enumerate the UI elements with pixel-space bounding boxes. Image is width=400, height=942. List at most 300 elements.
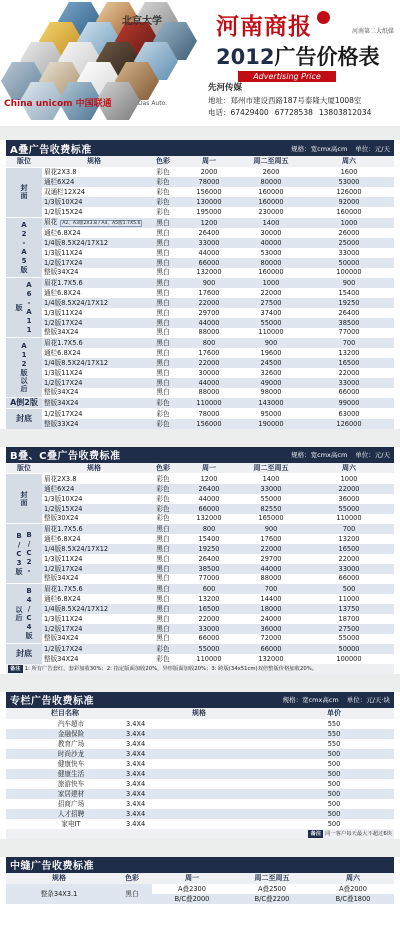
table-row: [6, 819, 394, 829]
price-cell: 100000: [336, 268, 362, 277]
table-row: [6, 749, 394, 759]
table-row: [6, 358, 394, 368]
column-header: 周二至周五: [232, 873, 312, 884]
spec-cell: 1/4版8.5X24/17X12: [42, 238, 146, 248]
color-cell: 黑白: [146, 318, 180, 328]
section-title: A叠广告收费标准: [10, 144, 92, 156]
brand-block: [216, 8, 396, 82]
price-cell: 230000: [258, 207, 284, 216]
price-cell: 126000: [336, 188, 362, 196]
spec-cell: 3.4X4: [124, 749, 274, 759]
spec-cell: 整版33X24: [42, 419, 146, 429]
table-row: [6, 278, 394, 288]
divider-band: [0, 126, 400, 140]
color-cell: 彩色: [156, 494, 170, 503]
spec-cell: 1/2版17X24: [42, 258, 146, 268]
price-cell: 22000: [304, 484, 394, 494]
color-cell: 黑白: [156, 594, 170, 603]
spec-cell: 1/3版11X24: [44, 368, 83, 377]
spec-cell: 1/2版17X24: [42, 318, 146, 328]
spec-cell: 整版34X24: [44, 268, 79, 277]
table-row: [6, 624, 394, 634]
spec-cell: 通栏6X24: [42, 177, 146, 187]
price-cell: 24000: [260, 614, 282, 623]
spec-cell: 1/3版10X24: [42, 197, 146, 207]
table-row: [6, 409, 394, 419]
column-header: 周一: [180, 463, 238, 474]
table-row: [6, 524, 394, 534]
price-cell: 900: [238, 524, 304, 534]
spec-cell: 1/3版11X24: [44, 308, 83, 317]
price-cell: 500: [327, 779, 341, 788]
spec-cell: 1/3版11X24: [44, 248, 83, 257]
group-label: A2-A5版: [6, 217, 42, 278]
color-cell: 黑白: [146, 278, 180, 288]
color-cell: 黑白: [156, 228, 170, 237]
price-cell: 22000: [338, 554, 360, 563]
price-cell: 900: [304, 278, 394, 288]
section-units: 规格：宽cmx高cm 单位：元/天: [291, 144, 390, 153]
price-cell: 55000: [338, 634, 360, 643]
price-cell: B/C叠2200: [232, 894, 312, 904]
title-year: 2012: [216, 45, 275, 69]
price-cell: 1000: [304, 217, 394, 228]
color-cell: 黑白: [146, 544, 180, 554]
column-header: 规格: [124, 708, 274, 719]
color-cell: 黑白: [156, 348, 170, 357]
price-cell: 132000: [196, 268, 222, 277]
section-units: 规格：宽cmx高cm 单位：元/天: [291, 451, 390, 459]
table-body: [6, 719, 394, 829]
color-cell: 彩色: [146, 484, 180, 494]
color-cell: 彩色: [146, 409, 180, 419]
spec-cell: 1/2版15X24: [42, 504, 146, 514]
price-cell: 195000: [196, 207, 222, 216]
section-a: [6, 140, 394, 429]
table-row: [6, 594, 394, 604]
color-cell: 黑白: [156, 554, 170, 563]
table-note: [6, 664, 394, 674]
color-cell: 彩色: [156, 654, 170, 663]
price-cell: 100000: [336, 654, 362, 663]
price-cell: 26400: [180, 484, 238, 494]
price-cell: 44000: [238, 564, 304, 574]
price-cell: 14400: [260, 594, 282, 603]
price-cell: 500: [327, 819, 341, 828]
group-label: B4/C4版以后: [6, 584, 42, 644]
price-cell: 13750: [304, 604, 394, 614]
price-cell: 92000: [304, 197, 394, 207]
price-cell: 30000: [260, 228, 282, 237]
price-cell: 700: [238, 584, 304, 594]
price-cell: A叠2500: [258, 884, 286, 893]
price-cell: 50000: [304, 644, 394, 654]
spec-cell: 3.4X4: [126, 719, 146, 728]
price-cell: 33000: [238, 484, 304, 494]
column-name: 时尚沙龙: [6, 749, 124, 759]
spec-cell: 3.4X4: [126, 799, 146, 808]
price-cell: 22000: [198, 614, 220, 623]
title-english: Advertising Price: [238, 71, 336, 82]
price-cell: 33000: [180, 624, 238, 634]
spec-cell: 通栏6.8X24: [44, 594, 81, 603]
price-cell: 66000: [338, 388, 360, 397]
price-cell: 33000: [338, 248, 360, 257]
price-cell: 165000: [258, 514, 284, 523]
column-name: 健康快车: [57, 759, 85, 768]
price-cell: 500: [274, 769, 394, 779]
color-cell: 黑白: [146, 564, 180, 574]
price-cell: 22000: [180, 298, 238, 308]
price-cell: 15400: [198, 534, 220, 543]
table-row: [6, 388, 394, 398]
brand-subtitle: 河南第二大纸媒: [352, 28, 395, 35]
section-gap: [0, 839, 400, 857]
price-cell: 36000: [238, 624, 304, 634]
price-cell: 1000: [304, 474, 394, 484]
price-cell: 126000: [304, 419, 394, 429]
spec-cell: 1/3版11X24: [44, 554, 83, 563]
price-cell: 37400: [260, 308, 282, 317]
price-cell: 95000: [238, 409, 304, 419]
column-header: 色彩: [112, 873, 152, 884]
color-cell: 黑白: [146, 378, 180, 388]
table-row: [6, 554, 394, 564]
price-cell: 800: [180, 524, 238, 534]
price-cell: 33000: [304, 564, 394, 574]
brand-title: 河南商报: [216, 13, 312, 40]
table-row: [6, 398, 394, 409]
price-cell: 66000: [238, 644, 304, 654]
address-text: 郑州市建设西路187号泰隆大厦1008室: [230, 96, 362, 105]
price-cell: 500: [327, 799, 341, 808]
color-cell: 黑白: [156, 308, 170, 317]
section-gap: [0, 674, 400, 692]
color-cell: 黑白: [146, 524, 180, 534]
group-label: 封底: [6, 409, 42, 429]
table-row: [6, 187, 394, 197]
color-cell: 黑白: [156, 288, 170, 297]
price-cell: 19250: [304, 298, 394, 308]
price-cell: 88000: [260, 574, 282, 583]
table-row: [6, 318, 394, 328]
price-table-a: [6, 156, 394, 429]
table-row: [6, 328, 394, 338]
note-text: 同一客户每天最大不超过6块: [325, 830, 392, 837]
color-cell: 黑白: [146, 584, 180, 594]
phone-line: 电话：67429400 67728538 13803812034: [208, 108, 372, 117]
table-row: [6, 268, 394, 278]
spec-cell: 3.4X4: [126, 819, 146, 828]
column-name: 教育广场: [57, 739, 85, 748]
spec-cell: 眉花1.7X5.6: [42, 278, 146, 288]
price-cell: 550: [327, 739, 341, 748]
price-cell: 77000: [338, 328, 360, 337]
column-header: 规格: [42, 463, 146, 474]
spec-cell: 1/2版17X24: [42, 644, 146, 654]
spec-cell: 通栏6.8X24: [44, 534, 81, 543]
spec-cell: 1/4版8.5X24/17X12: [42, 358, 146, 368]
color-cell: 黑白: [156, 634, 170, 643]
table-row: [6, 484, 394, 494]
spec-cell: 整版34X24: [44, 328, 79, 337]
table-row: [6, 504, 394, 514]
phone-number: 13803812034: [318, 108, 372, 117]
price-cell: 17600: [198, 288, 220, 297]
price-cell: A叠2000: [339, 884, 367, 893]
color-cell: 彩色: [156, 207, 170, 216]
price-cell: 82550: [238, 504, 304, 514]
price-cell: 18700: [338, 614, 360, 623]
table-row: [6, 338, 394, 348]
section-title: 中缝广告收费标准: [10, 861, 94, 872]
price-cell: 156000: [196, 188, 222, 196]
spec-cell: 1/2版17X24: [42, 378, 146, 388]
price-cell: 66000: [198, 634, 220, 643]
price-cell: 78000: [180, 409, 238, 419]
group-label: 封面: [6, 474, 42, 524]
column-header: 版位: [6, 156, 42, 167]
section-title: 专栏广告收费标准: [10, 696, 94, 707]
table-row: [6, 884, 394, 894]
color-cell: 黑白: [156, 388, 170, 397]
price-cell: 17600: [198, 348, 220, 357]
color-cell: 彩色: [146, 474, 180, 484]
column-header: 周一: [152, 873, 232, 884]
price-cell: 44000: [180, 318, 238, 328]
price-cell: 13200: [338, 348, 360, 357]
group-label: 封面: [6, 167, 42, 217]
column-header: 周六: [312, 873, 394, 884]
price-cell: 700: [304, 524, 394, 534]
price-cell: 33000: [180, 238, 238, 248]
spec-cell: 1/4版8.5X24/17X12: [42, 604, 146, 614]
price-cell: 16500: [304, 544, 394, 554]
column-name: 家居建材: [6, 789, 124, 799]
price-cell: 19250: [180, 544, 238, 554]
table-row: [6, 564, 394, 574]
spec-cell: 通栏6X24: [42, 484, 146, 494]
table-row: [6, 719, 394, 729]
price-cell: 143000: [238, 398, 304, 409]
price-cell: 1200: [180, 217, 238, 228]
color-cell: 黑白: [146, 604, 180, 614]
column-header: 版位: [6, 463, 42, 474]
spec-cell: 眉花2X3.8: [42, 167, 146, 177]
price-cell: 132000: [196, 514, 222, 523]
spec-cell: 整版30X24: [44, 514, 79, 523]
spec-cell: 1/2版17X24: [42, 409, 146, 419]
table-row: [6, 584, 394, 594]
spec-cell: 3.4X4: [126, 759, 146, 768]
color-cell: 彩色: [156, 514, 170, 523]
price-cell: 29700: [198, 308, 220, 317]
price-cell: 13200: [338, 534, 360, 543]
table-row: [6, 298, 394, 308]
table-row: [6, 729, 394, 739]
spec-cell: [42, 217, 146, 228]
price-cell: 99000: [304, 398, 394, 409]
table-row: [6, 288, 394, 298]
price-cell: 22000: [180, 358, 238, 368]
section-header: [6, 692, 394, 708]
table-row: [6, 167, 394, 177]
column-header: 周一: [180, 156, 238, 167]
phone-number: 67429400: [230, 108, 269, 117]
price-cell: 900: [180, 278, 238, 288]
price-cell: 24500: [238, 358, 304, 368]
price-cell: 44000: [180, 378, 238, 388]
color-cell: 彩色: [146, 167, 180, 177]
price-cell: 500: [327, 759, 341, 768]
price-cell: 80000: [238, 258, 304, 268]
color-cell: 黑白: [156, 574, 170, 583]
price-cell: 1400: [238, 474, 304, 484]
table-row: [6, 258, 394, 268]
price-cell: 36000: [338, 494, 360, 503]
table-row: [6, 789, 394, 799]
table-row: [6, 809, 394, 819]
price-cell: B/C叠1800: [312, 894, 394, 904]
spec-cell: 3.4X4: [126, 779, 146, 788]
price-cell: 110000: [180, 398, 238, 409]
table-row: [6, 177, 394, 187]
price-cell: B/C叠2000: [152, 894, 232, 904]
table-header-row: [6, 156, 394, 167]
spec-cell: 通栏6.8X24: [44, 348, 81, 357]
spec-cell: 1/2版17X24: [42, 564, 146, 574]
spec-cell: 眉花2X3.8: [42, 474, 146, 484]
collage-text: Das Auto.: [138, 100, 168, 107]
table-row: [6, 197, 394, 207]
title-text: 广告价格表: [274, 45, 380, 69]
price-cell: 26400: [338, 308, 360, 317]
table-row: [6, 494, 394, 504]
spec-cell: 1/2版17X24: [42, 624, 146, 634]
price-cell: 500: [274, 809, 394, 819]
price-cell: 22000: [260, 288, 282, 297]
price-cell: 110000: [196, 654, 222, 663]
spec-cell: 1/2版15X24: [44, 207, 83, 216]
price-cell: 500: [304, 584, 394, 594]
column-header: 规格: [6, 873, 112, 884]
price-cell: 25000: [304, 238, 394, 248]
table-row: [6, 228, 394, 238]
spec-cell: 1/4版8.5X24/17X12: [42, 544, 146, 554]
price-cell: 16500: [180, 604, 238, 614]
price-cell: 22000: [338, 368, 360, 377]
spec-cell: 1/3版10X24: [44, 494, 83, 503]
column-header: 周六: [304, 463, 394, 474]
spec-cell: 整版34X24: [42, 398, 146, 409]
spec-cell: 眉花1.7X5.6: [42, 584, 146, 594]
price-cell: 55000: [260, 494, 282, 503]
spec-cell: 整版34X24: [44, 574, 79, 583]
column-header: 周二至周五: [238, 156, 304, 167]
column-name: 汽车超市: [57, 719, 85, 728]
spec-cell: 整版34X24: [44, 654, 79, 663]
table-header-row: [6, 873, 394, 884]
table-row: [6, 544, 394, 554]
price-cell: 132000: [258, 654, 284, 663]
spec-detail: A2、A3版2X3.8 / A4、A5版1.7X5.6: [62, 220, 141, 226]
spec-cell: 眉花1.7X5.6: [42, 524, 146, 534]
table-note: [6, 829, 394, 839]
table-row: [6, 769, 394, 779]
price-cell: 38500: [180, 564, 238, 574]
price-cell: 110000: [258, 328, 284, 337]
section-seam: [6, 857, 394, 904]
price-table-seam: [6, 873, 394, 904]
table-row: [6, 217, 394, 228]
group-label: B/C2-B/C3版: [6, 524, 42, 584]
table-row: [6, 614, 394, 624]
column-name: 金融保险: [6, 729, 124, 739]
table-row: [6, 368, 394, 378]
price-cell: 156000: [180, 419, 238, 429]
table-row: [6, 348, 394, 358]
column-name: 招商广场: [57, 799, 85, 808]
section-units: 规格：宽cmx高cm 单位：元/天·块: [282, 696, 390, 704]
price-table-bc: [6, 463, 394, 664]
price-cell: 44000: [198, 248, 220, 257]
color-cell: 彩色: [146, 419, 180, 429]
price-cell: 11000: [338, 594, 360, 603]
price-cell: 26000: [338, 228, 360, 237]
color-cell: 黑白: [156, 614, 170, 623]
color-cell: 黑白: [146, 298, 180, 308]
spec-cell: 整版34X24: [44, 634, 79, 643]
spec-cell: 双通栏12X24: [44, 188, 86, 196]
table-body: [6, 474, 394, 664]
price-cell: 66000: [180, 504, 238, 514]
price-cell: 98000: [260, 388, 282, 397]
page-header: [0, 0, 400, 140]
spec-cell: 3.4X4: [124, 809, 274, 819]
price-cell: 160000: [336, 207, 362, 216]
price-cell: 88000: [198, 328, 220, 337]
price-cell: 190000: [238, 419, 304, 429]
table-row: [6, 799, 394, 809]
section-column: [6, 692, 394, 839]
table-header-row: [6, 463, 394, 474]
column-name: 健康生活: [6, 769, 124, 779]
color-cell: 黑白: [146, 258, 180, 268]
address-line: 地址：郑州市建设西路187号泰隆大厦1008室: [208, 96, 362, 105]
color-cell: 彩色: [146, 177, 180, 187]
price-table-column: [6, 708, 394, 829]
section-header: [6, 140, 394, 156]
table-body: [6, 167, 394, 429]
column-header: 周二至周五: [238, 463, 304, 474]
color-cell: 黑白: [156, 368, 170, 377]
spec-name: 眉花: [44, 217, 58, 226]
section-header: [6, 857, 394, 873]
spec-cell: 通栏6.8X24: [44, 228, 81, 237]
price-cell: 1600: [304, 167, 394, 177]
table-row: [6, 514, 394, 524]
spec-cell: 3.4X4: [124, 789, 274, 799]
price-cell: 800: [180, 338, 238, 348]
color-cell: 黑白: [156, 268, 170, 277]
price-cell: 53000: [304, 177, 394, 187]
price-cell: 13200: [198, 594, 220, 603]
price-cell: 66000: [180, 258, 238, 268]
spec-cell: 1/3版11X24: [44, 614, 83, 623]
color-cell: 黑白: [156, 534, 170, 543]
section-title: B叠、C叠广告收费标准: [10, 451, 121, 462]
price-cell: 80000: [238, 177, 304, 187]
